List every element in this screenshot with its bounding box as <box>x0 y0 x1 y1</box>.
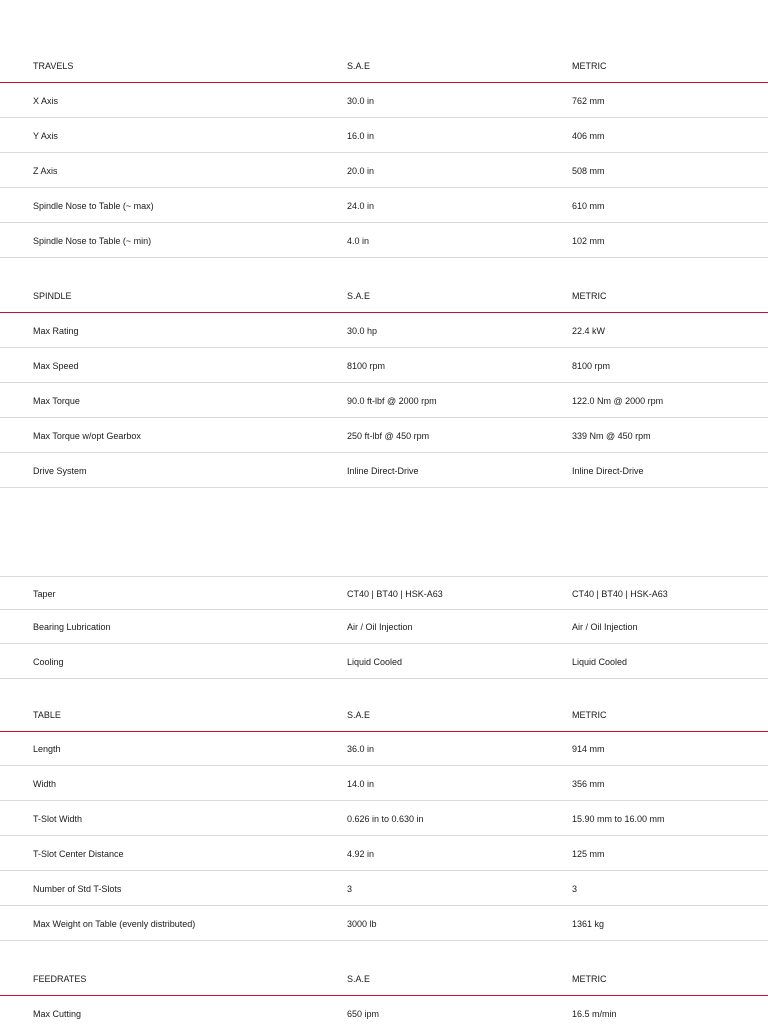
section-title: TRAVELS <box>33 61 74 71</box>
table-row <box>0 154 768 188</box>
section-header-feedrates <box>0 962 768 996</box>
spec-value-metric: 610 mm <box>572 201 605 211</box>
spec-value-metric: 122.0 Nm @ 2000 rpm <box>572 396 664 406</box>
spec-label: T-Slot Center Distance <box>33 849 124 859</box>
spec-value-sae: 250 ft-lbf @ 450 rpm <box>347 431 430 441</box>
spec-value-sae: 90.0 ft-lbf @ 2000 rpm <box>347 396 437 406</box>
column-header-sae: S.A.E <box>347 974 371 984</box>
spec-value-sae: CT40 | BT40 | HSK-A63 <box>347 589 443 599</box>
spec-value-sae: 36.0 in <box>347 744 375 754</box>
spec-label: Max Torque w/opt Gearbox <box>33 431 141 441</box>
table-row <box>0 119 768 153</box>
spec-value-metric: 8100 rpm <box>572 361 611 371</box>
spec-value-sae: 14.0 in <box>347 779 375 789</box>
spec-label: Drive System <box>33 466 87 476</box>
table-row <box>0 349 768 383</box>
spec-value-sae: Air / Oil Injection <box>347 622 413 632</box>
section-header-spindle <box>0 279 768 313</box>
table-row <box>0 419 768 453</box>
spec-value-sae: 4.92 in <box>347 849 375 859</box>
column-header-sae: S.A.E <box>347 61 371 71</box>
spec-value-metric: CT40 | BT40 | HSK-A63 <box>572 589 668 599</box>
spec-label: Max Torque <box>33 396 80 406</box>
spec-value-metric: 16.5 m/min <box>572 1009 617 1019</box>
spec-value-sae: 20.0 in <box>347 166 375 176</box>
section-header-travels <box>0 49 768 83</box>
spec-label: Length <box>33 744 61 754</box>
spec-value-metric: 15.90 mm to 16.00 mm <box>572 814 665 824</box>
spec-value-sae: 650 ipm <box>347 1009 380 1019</box>
table-row <box>0 907 768 941</box>
spec-value-sae: 8100 rpm <box>347 361 386 371</box>
table-row <box>0 224 768 258</box>
spec-label: Bearing Lubrication <box>33 622 111 632</box>
table-row <box>0 576 768 610</box>
spec-value-metric: 125 mm <box>572 849 605 859</box>
spec-label: Max Speed <box>33 361 79 371</box>
spec-label: Max Cutting <box>33 1009 82 1019</box>
spec-label: Spindle Nose to Table (~ min) <box>33 236 152 246</box>
spec-value-metric: 339 Nm @ 450 rpm <box>572 431 651 441</box>
spec-value-metric: 914 mm <box>572 744 605 754</box>
table-row <box>0 767 768 801</box>
spec-label: Max Weight on Table (evenly distributed) <box>33 919 196 929</box>
table-row <box>0 732 768 766</box>
table-row <box>0 314 768 348</box>
column-header-metric: METRIC <box>572 710 607 720</box>
table-row <box>0 802 768 836</box>
spec-value-metric: 762 mm <box>572 96 605 106</box>
table-row <box>0 872 768 906</box>
table-row <box>0 454 768 488</box>
spec-value-metric: Inline Direct-Drive <box>572 466 644 476</box>
table-row <box>0 189 768 223</box>
spec-value-metric: Air / Oil Injection <box>572 622 638 632</box>
spec-value-sae: 3 <box>347 884 353 894</box>
spec-value-sae: 30.0 hp <box>347 326 378 336</box>
spec-value-sae: 0.626 in to 0.630 in <box>347 814 424 824</box>
spec-label: Taper <box>33 589 56 599</box>
column-header-metric: METRIC <box>572 61 607 71</box>
section-title: SPINDLE <box>33 291 72 301</box>
spec-label: Spindle Nose to Table (~ max) <box>33 201 154 211</box>
spec-value-sae: 4.0 in <box>347 236 370 246</box>
section-title: TABLE <box>33 710 61 720</box>
spec-label: Z Axis <box>33 166 58 176</box>
spec-label: Cooling <box>33 657 64 667</box>
table-row <box>0 997 768 1024</box>
section-title: FEEDRATES <box>33 974 87 984</box>
column-header-sae: S.A.E <box>347 710 371 720</box>
spec-value-metric: Liquid Cooled <box>572 657 628 667</box>
section-header-table <box>0 698 768 732</box>
spec-value-metric: 1361 kg <box>572 919 605 929</box>
column-header-sae: S.A.E <box>347 291 371 301</box>
column-header-metric: METRIC <box>572 291 607 301</box>
spec-value-metric: 406 mm <box>572 131 605 141</box>
spec-value-metric: 22.4 kW <box>572 326 606 336</box>
spec-label: Max Rating <box>33 326 79 336</box>
spec-label: Y Axis <box>33 131 58 141</box>
table-row <box>0 84 768 118</box>
spec-value-metric: 356 mm <box>572 779 605 789</box>
spec-value-sae: Inline Direct-Drive <box>347 466 419 476</box>
spec-label: Number of Std T-Slots <box>33 884 122 894</box>
spec-value-sae: Liquid Cooled <box>347 657 403 667</box>
spec-value-sae: 16.0 in <box>347 131 375 141</box>
table-row <box>0 837 768 871</box>
spec-label: T-Slot Width <box>33 814 83 824</box>
spec-value-sae: 3000 lb <box>347 919 377 929</box>
spec-value-metric: 102 mm <box>572 236 605 246</box>
table-row <box>0 645 768 679</box>
spec-value-sae: 30.0 in <box>347 96 375 106</box>
spec-value-sae: 24.0 in <box>347 201 375 211</box>
column-header-metric: METRIC <box>572 974 607 984</box>
spec-label: X Axis <box>33 96 59 106</box>
spec-value-metric: 3 <box>572 884 578 894</box>
spec-value-metric: 508 mm <box>572 166 605 176</box>
spec-label: Width <box>33 779 57 789</box>
table-row <box>0 384 768 418</box>
table-row <box>0 610 768 644</box>
